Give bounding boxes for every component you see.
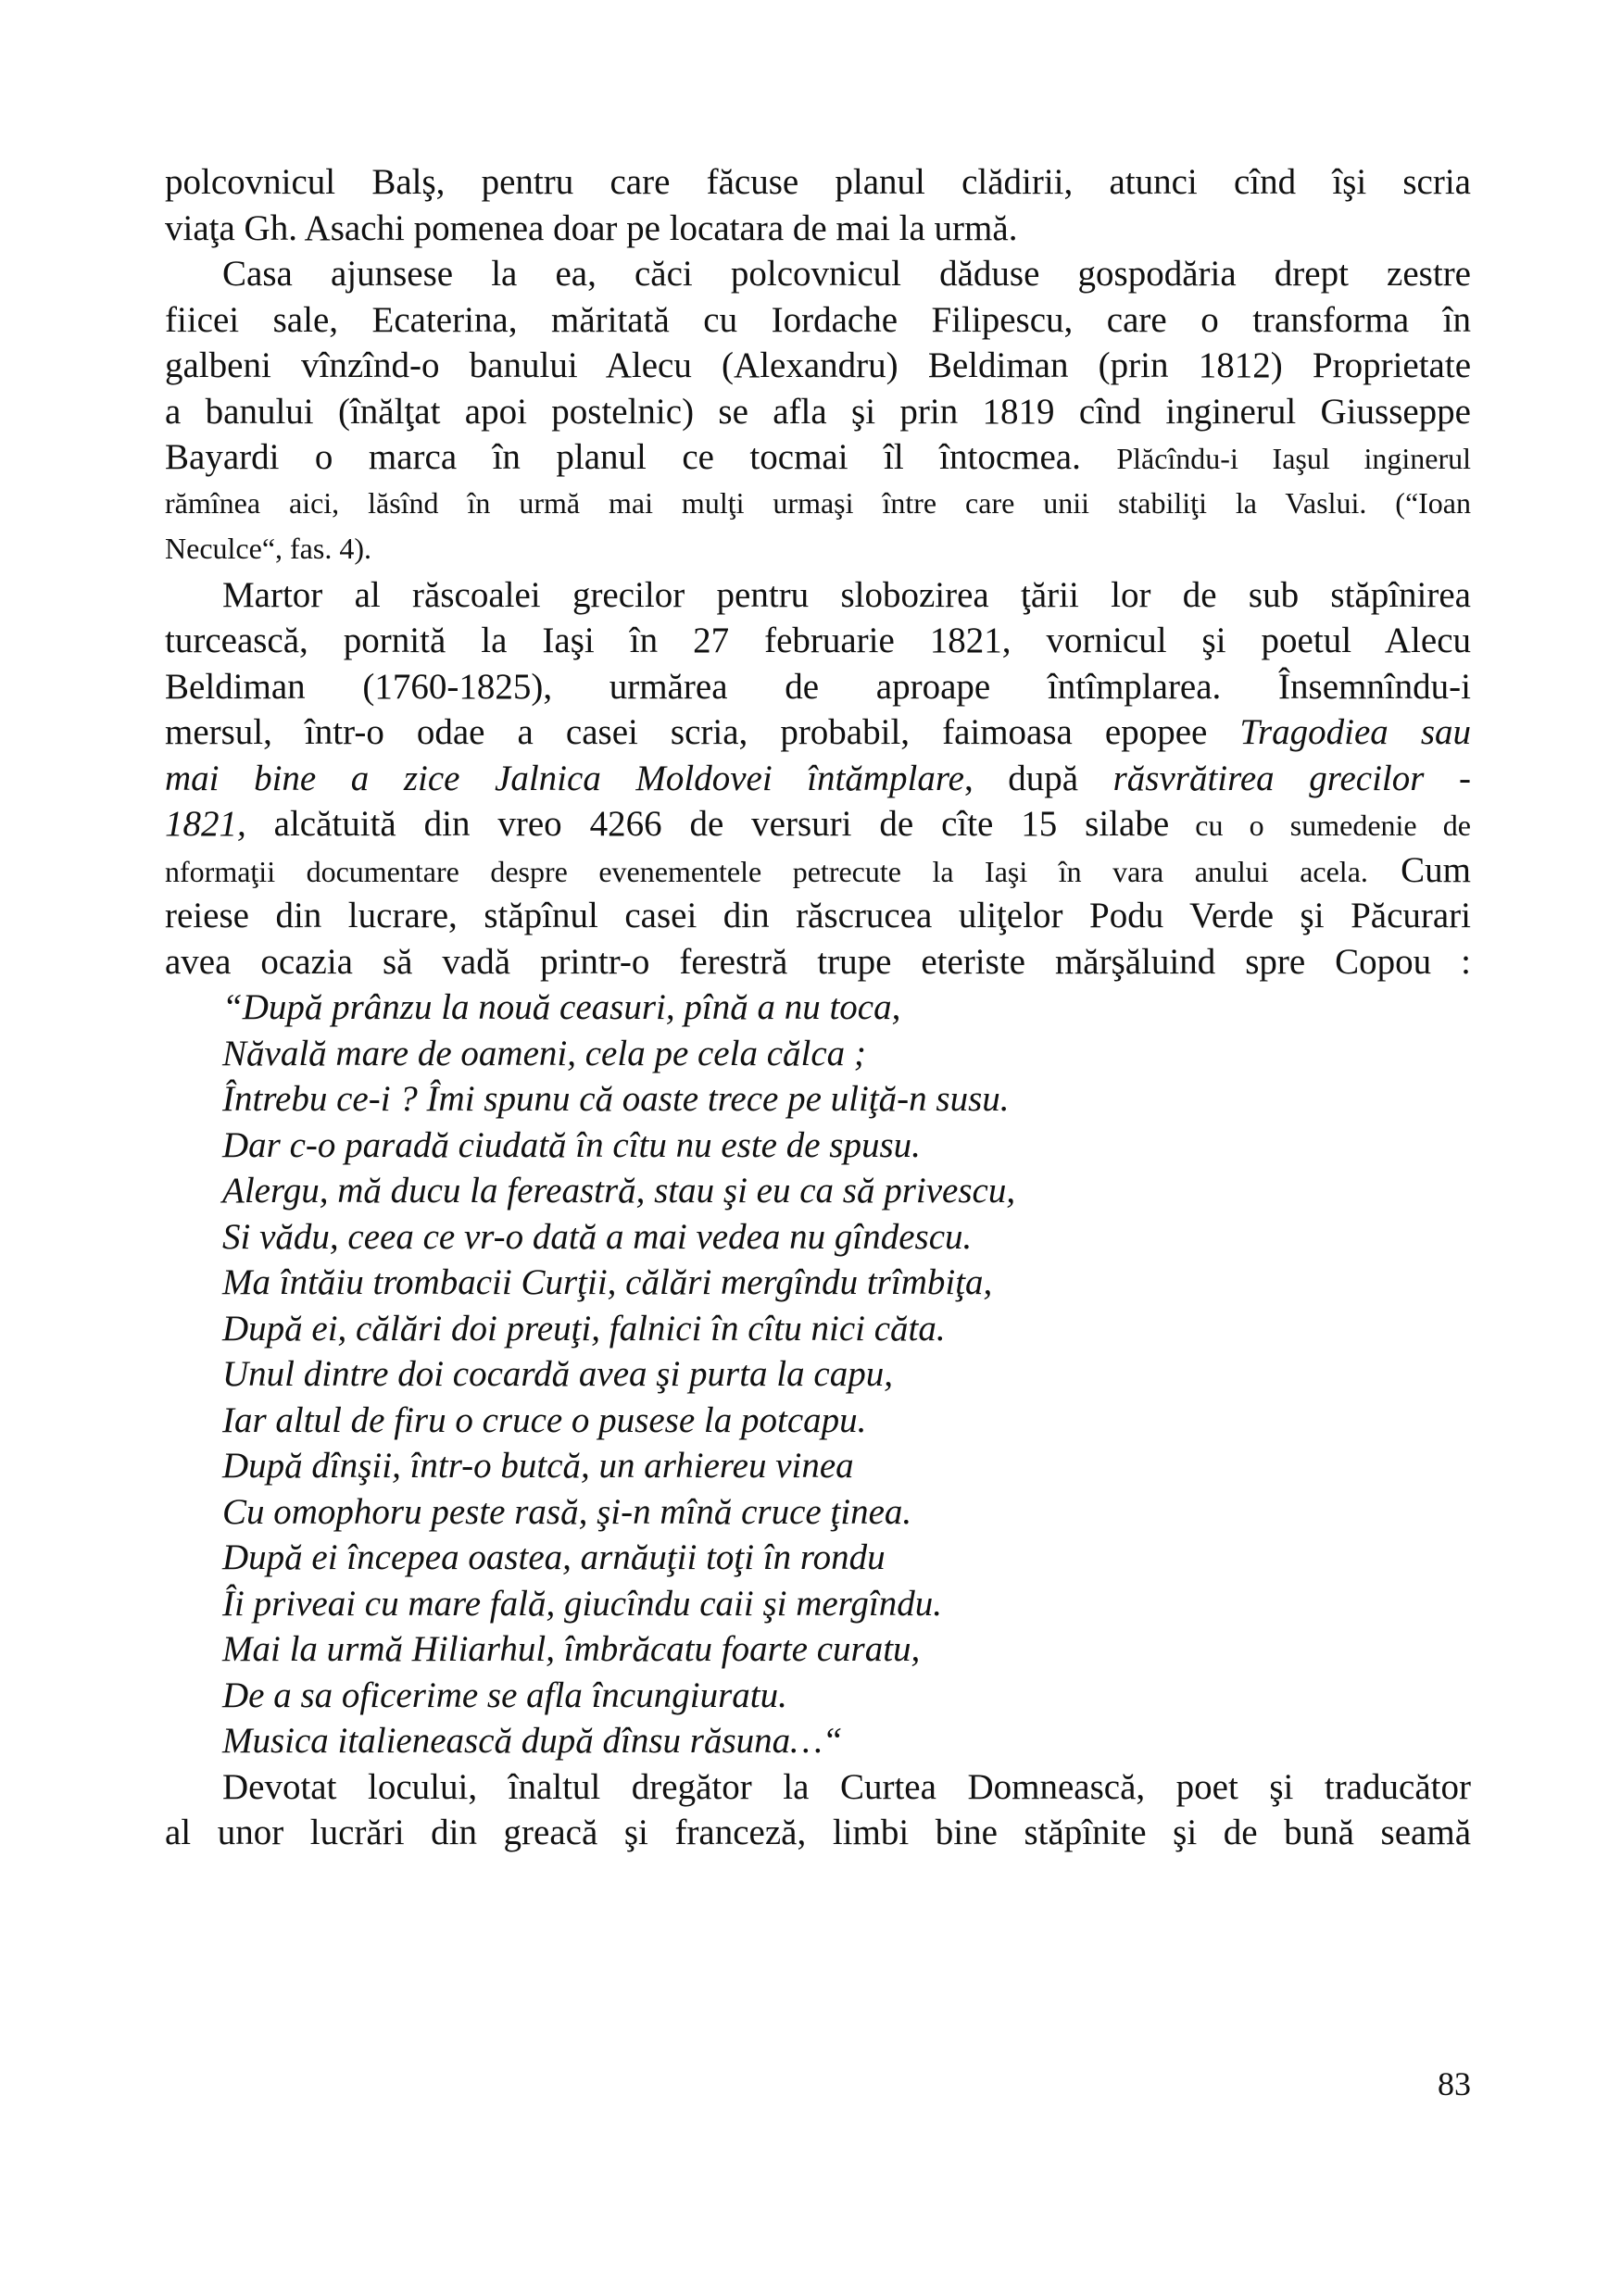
paragraph-line: a banului (înălţat apoi postelnic) se afla şi prin 1819 cînd inginerul Giusseppe xyxy=(165,391,1471,432)
book-title-italic: mai bine a zice Jalnica Moldovei întămplare xyxy=(165,758,964,798)
verse-line: Mai la urmă Hiliarhul, îmbrăcatu foarte curatu, xyxy=(222,1629,921,1669)
text-run: mersul, într-o odae a casei scria, probabil, faimoasa epopee xyxy=(165,712,1240,752)
book-subtitle-italic: răsvrătirea grecilor - xyxy=(1112,758,1471,798)
verse-line: Întrebu ce-i ? Îmi spunu că oaste trece pe uliţă-n susu. xyxy=(222,1079,1010,1119)
paragraph-line: viaţa Gh. Asachi pomenea doar pe locatara de mai la urmă. xyxy=(165,207,1018,248)
text-run: alcătuită din vreo 4266 de versuri de cîte 15 silabe xyxy=(245,804,1170,844)
verse-quotation xyxy=(165,985,1471,1764)
verse-line: Îi priveai cu mare fală, giucîndu caii şi mergîndu. xyxy=(222,1583,942,1624)
paragraph-line: Neculce“, fas. 4). xyxy=(165,532,371,565)
text-run-small: cu o sumedenie de xyxy=(1169,809,1471,842)
paragraph-line: al unor lucrări din greacă şi franceză, limbi bine stăpînite şi de bună seamă xyxy=(165,1813,1471,1852)
verse-line: Si vădu, ceea ce vr-o dată a mai vedea nu gîndescu. xyxy=(222,1216,973,1257)
paragraph-line: fiicei sale, Ecaterina, măritată cu Iordache Filipescu, care o transforma în xyxy=(165,299,1471,340)
verse-line: După dînşii, într-o butcă, un arhiereu vinea xyxy=(222,1446,854,1486)
verse-line: Unul dintre doi cocardă avea şi purta la capu, xyxy=(222,1354,893,1394)
paragraph-line xyxy=(165,847,1471,894)
verse-line: Dar c-o paradă ciudată în cîtu nu este de spusu. xyxy=(222,1124,921,1165)
paragraph-line: turcească, pornită la Iaşi în 27 februarie 1821, vornicul şi poetul Alecu xyxy=(165,621,1471,660)
verse-line: După ei, călări doi preuţi, falnici în cîtu nici căta. xyxy=(222,1308,946,1349)
paragraph-line: reiese din lucrare, stăpînul casei din răscrucea uliţelor Podu Verde şi Păcurari xyxy=(165,896,1471,935)
paragraph-line: galbeni vînzînd-o banului Alecu (Alexandru) Beldiman (prin 1812) Proprietate xyxy=(165,345,1471,385)
paragraph-line: Casa ajunsese la ea, căci polcovnicul dăduse gospodăria drept zestre xyxy=(222,254,1471,294)
body-text xyxy=(165,159,1471,1856)
book-title-italic: Tragodiea sau xyxy=(1239,712,1471,752)
verse-line: Năvală mare de oameni, cela pe cela călca ; xyxy=(222,1033,866,1073)
verse-line: Alergu, mă ducu la fereastră, stau şi eu ca să privescu, xyxy=(222,1171,1016,1211)
paragraph-line: Devotat locului, înaltul dregător la Curtea Domnească, poet şi traducător xyxy=(222,1766,1471,1807)
verse-line: După ei începea oastea, arnăuţii toţi în rondu xyxy=(222,1537,886,1577)
paragraph-line xyxy=(165,756,1471,802)
text-run: Bayardi o marca în planul ce tocmai îl întocmea. xyxy=(165,437,1081,477)
text-run-small: nformaţii documentare despre evenementele petrecute la Iaşi în vara anului acela. xyxy=(165,854,1368,888)
verse-line: Ma întăiu trombacii Curţii, călări mergîndu trîmbiţa, xyxy=(222,1262,993,1302)
paragraph-line xyxy=(165,709,1471,756)
verse-line: Iar altul de firu o cruce o pusese la potcapu. xyxy=(222,1399,867,1440)
text-run-small: Plăcîndu-i Iaşul inginerul xyxy=(1116,442,1472,475)
text-run: Cum xyxy=(1367,849,1472,890)
paragraph-line: Beldiman (1760-1825), urmărea de aproape întîmplarea. Însemnîndu-i xyxy=(165,666,1471,707)
text-run: , după xyxy=(963,758,1113,798)
paragraph-line xyxy=(165,434,1471,481)
page-number: 83 xyxy=(1438,2065,1471,2102)
paragraph-line: avea ocazia să vadă printr-o ferestră trupe eteriste mărşăluind spre Copou : xyxy=(165,941,1471,982)
paragraph-line: Martor al răscoalei grecilor pentru slobozirea ţării lor de sub stăpînirea xyxy=(222,574,1471,615)
verse-line: Cu omophoru peste rasă, şi-n mînă cruce ţinea. xyxy=(222,1491,912,1532)
paragraph-line xyxy=(165,801,1471,847)
verse-line: Musica italienească după dînsu răsuna…“ xyxy=(222,1721,843,1761)
verse-line: “După prânzu la nouă ceasuri, pînă a nu toca, xyxy=(222,987,901,1027)
paragraph-line: polcovnicul Balş, pentru care făcuse planul clădirii, atunci cînd îşi scria xyxy=(165,162,1471,202)
year-italic: 1821, xyxy=(165,804,246,844)
verse-line: De a sa oficerime se afla încungiuratu. xyxy=(222,1675,787,1715)
paragraph-line: rămînea aici, lăsînd în urmă mai mulţi urmaşi între care unii stabiliţi la Vaslui. (“Ioan xyxy=(165,485,1471,520)
